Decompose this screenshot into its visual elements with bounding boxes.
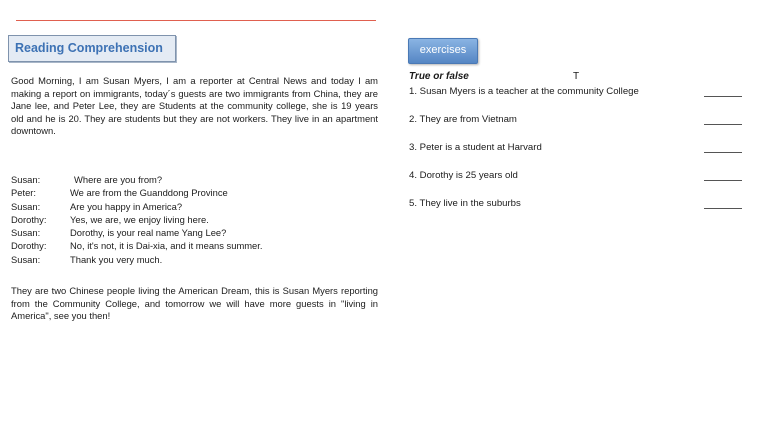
- true-false-heading: True or false: [409, 71, 469, 82]
- speaker-name: Susan:: [11, 200, 41, 212]
- exercises-badge: exercises: [408, 38, 478, 64]
- speaker-name: Susan:: [11, 174, 41, 185]
- dialogue-line: [11, 226, 262, 239]
- intro-paragraph: Good Morning, I am Susan Myers, I am a reporter at Central News and today I am making a report on immigrants, today´s guests are two immigrants from China, they are Jane lee, and Peter Lee, they are Students at the community college, she is 19 years old and he is 20. They are students but they are not workers. They live in an apartment downtown.: [11, 75, 378, 137]
- dialogue-line: [11, 213, 262, 226]
- dialogue-line: [11, 239, 262, 252]
- speaker-name: Susan:: [11, 227, 41, 239]
- speaker-name: Peter:: [11, 187, 37, 199]
- reading-comprehension-title: Reading Comprehension: [8, 35, 176, 62]
- question-4: 4. Dorothy is 25 years old: [409, 170, 518, 181]
- dialogue-line: [11, 200, 262, 213]
- dialogue-line: [11, 173, 262, 186]
- dialogue-text: Dorothy, is your real name Yang Lee?: [70, 227, 227, 239]
- dialogue-text: No, it's not, it is Dai-xia, and it means summer.: [70, 240, 263, 252]
- dialogue-line: [11, 186, 262, 199]
- dialogue-line: [11, 253, 262, 266]
- speaker-name: Dorothy:: [11, 213, 47, 225]
- answer-blank-2[interactable]: [704, 124, 742, 125]
- speaker-name: Dorothy:: [11, 240, 47, 252]
- outro-paragraph: They are two Chinese people living the American Dream, this is Susan Myers reporting from the Community College, and tomorrow we will have more guests in "living in America", see you then!: [11, 285, 378, 322]
- top-divider: [16, 20, 376, 21]
- answer-blank-3[interactable]: [704, 152, 742, 153]
- question-1: 1. Susan Myers is a teacher at the community College: [409, 86, 639, 97]
- question-2: 2. They are from Vietnam: [409, 114, 517, 125]
- question-3: 3. Peter is a student at Harvard: [409, 142, 542, 153]
- dialogue-text: Thank you very much.: [70, 253, 163, 265]
- answer-blank-5[interactable]: [704, 208, 742, 209]
- dialogue-text: Where are you from?: [74, 174, 163, 185]
- dialogue-block: [11, 173, 262, 266]
- dialogue-text: We are from the Guanddong Province: [70, 187, 228, 199]
- dialogue-text: Yes, we are, we enjoy living here.: [70, 213, 209, 225]
- answer-blank-4[interactable]: [704, 180, 742, 181]
- true-column-label: T: [573, 71, 580, 82]
- speaker-name: Susan:: [11, 253, 41, 265]
- answer-blank-1[interactable]: [704, 96, 742, 97]
- question-5: 5. They live in the suburbs: [409, 198, 521, 209]
- dialogue-text: Are you happy in America?: [70, 200, 183, 212]
